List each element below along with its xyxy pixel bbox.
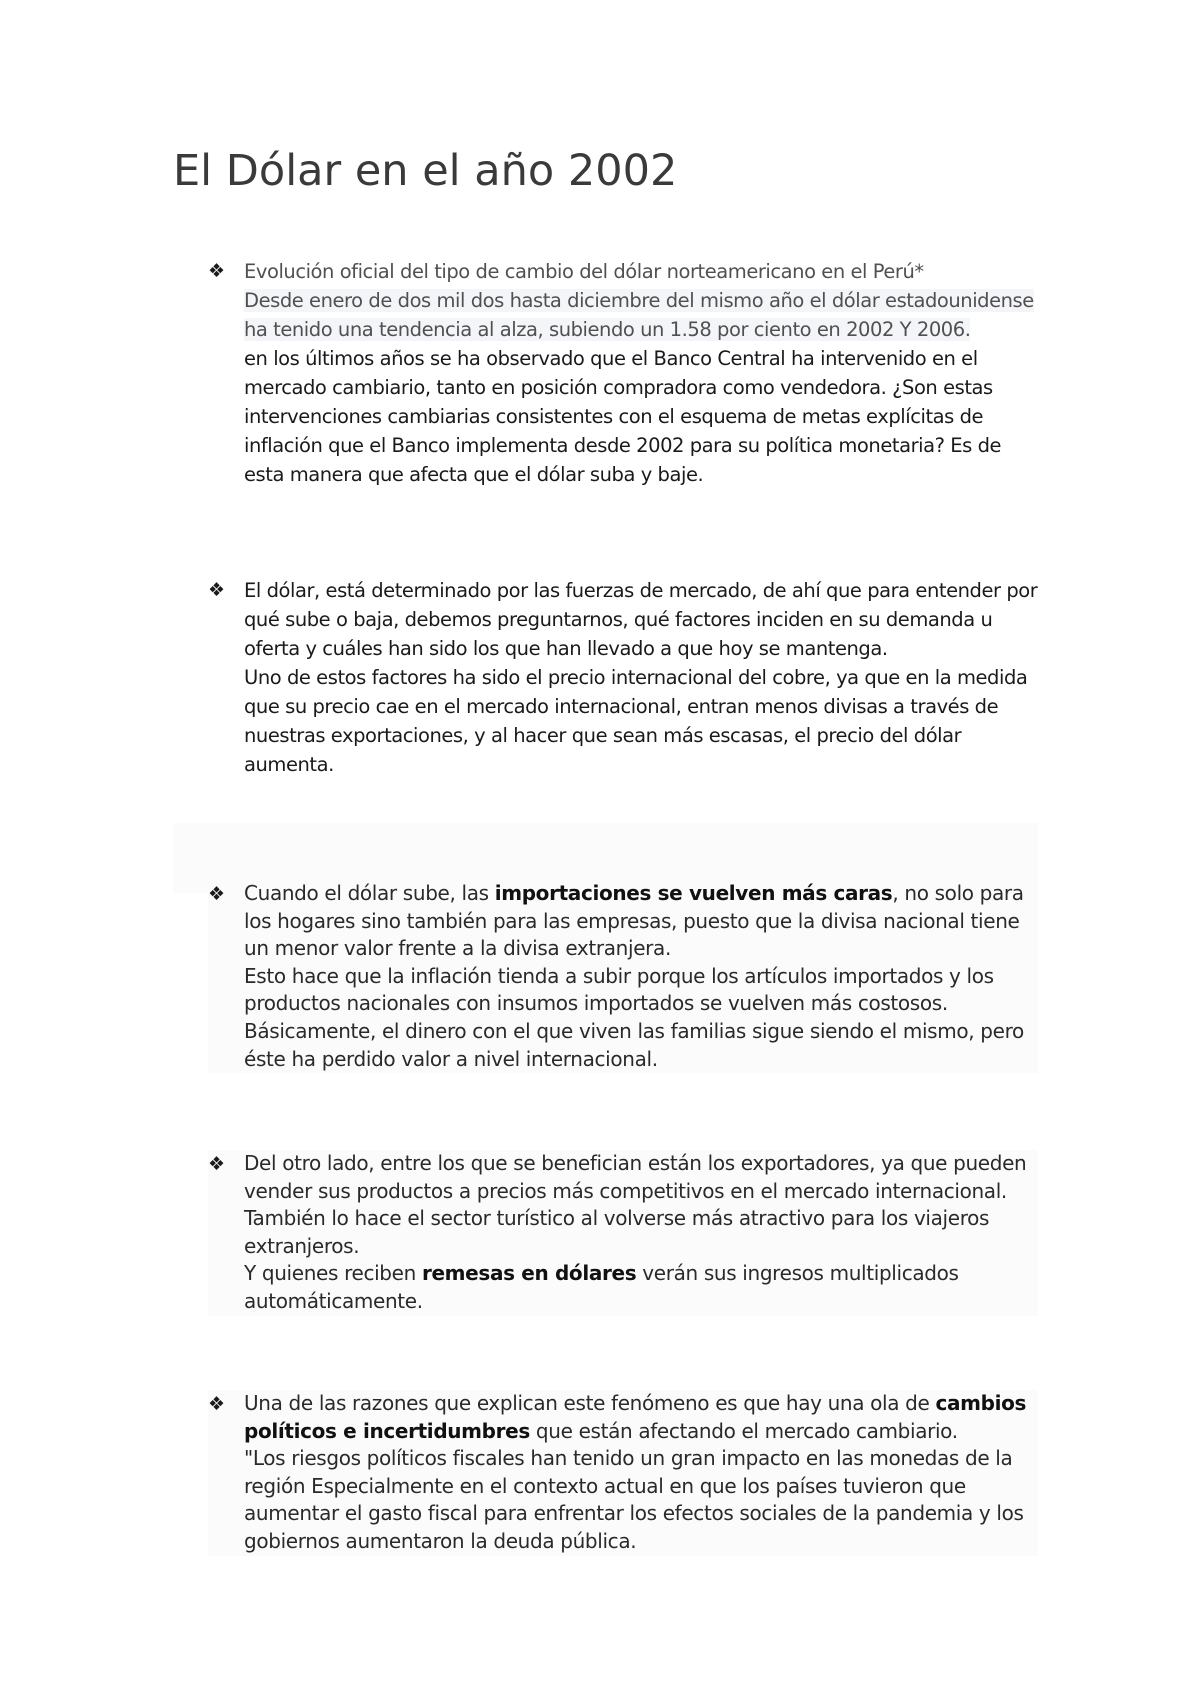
section-heading-line: Evolución oficial del tipo de cambio del dólar norteamericano en el Perú* (244, 260, 924, 283)
body-paragraph: Uno de estos factores ha sido el precio internacional del cobre, ya que en la medida que su precio cae en el mercado internacional, entran menos divisas a través de nuestras exportaciones, y al hacer que sean más escasas, el precio del dólar aumenta. (244, 666, 1028, 776)
body-paragraph: Básicamente, el dinero con el que viven las familias sigue siendo el mismo, pero éste ha perdido valor a nivel internacional. (244, 1018, 1024, 1071)
diamond-bullet-icon: ❖ (208, 883, 226, 905)
bold-phrase: importaciones se vuelven más caras (494, 881, 893, 905)
bold-phrase: cambios políticos e incertidumbres (244, 1391, 1027, 1443)
body-paragraph: Una de las razones que explican este fenómeno es que hay una ola de cambios políticos e incertidumbres que están afectando el mercado cambiario. (244, 1391, 1027, 1443)
diamond-bullet-icon: ❖ (208, 260, 226, 282)
body-paragraph: en los últimos años se ha observado que el Banco Central ha intervenido en el mercado cambiario, tanto en posición compradora como vendedora. ¿Son estas intervenciones cambiarias consistentes con el esquema de metas explícitas de inflación que el Banco implementa desde 2002 para su política monetaria? Es de esta manera que afecta que el dólar suba y baje. (244, 347, 1002, 486)
section-text (244, 880, 1038, 1073)
section-market-forces (208, 576, 1038, 779)
body-paragraph: Y quienes reciben remesas en dólares verán sus ingresos multiplicados automáticamente. (244, 1261, 959, 1313)
bold-phrase: remesas en dólares (421, 1261, 637, 1286)
diamond-bullet-icon: ❖ (208, 1393, 226, 1415)
section-text (244, 1150, 1038, 1316)
section-beneficiaries (208, 1150, 1038, 1316)
diamond-bullet-icon: ❖ (208, 579, 226, 601)
body-paragraph: Cuando el dólar sube, las importaciones se vuelven más caras, no solo para los hogares sino también para las empresas, puesto que la divisa nacional tiene un menor valor frente a la divisa extranjera. (244, 881, 1024, 961)
document-title: El Dólar en el año 2002 (173, 146, 678, 196)
body-paragraph: Esto hace que la inflación tienda a subir porque los artículos importados y los productos nacionales con insumos importados se vuelven más costosos. (244, 963, 994, 1016)
body-paragraph: También lo hace el sector turístico al volverse más atractivo para los viajeros extranjeros. (244, 1206, 990, 1258)
section-imports (208, 880, 1038, 1073)
diamond-bullet-icon: ❖ (208, 1153, 226, 1175)
section-exchange-rate-evolution (208, 257, 1038, 489)
section-text (244, 1390, 1038, 1556)
section-political-changes (208, 1390, 1038, 1556)
section-text (244, 257, 1038, 489)
body-paragraph: Del otro lado, entre los que se benefician están los exportadores, ya que pueden vender sus productos a precios más competitivos en el mercado internacional. (244, 1151, 1027, 1203)
highlighted-paragraph (244, 286, 1038, 344)
body-paragraph: El dólar, está determinado por las fuerzas de mercado, de ahí que para entender por qué sube o baja, debemos preguntarnos, qué factores inciden en su demanda u oferta y cuáles han sido los que han llevado a que hoy se mantenga. (244, 579, 1038, 660)
quote-paragraph: "Los riesgos políticos fiscales han tenido un gran impacto en las monedas de la región Especialmente en el contexto actual en que los países tuvieron que aumentar el gasto fiscal para enfrentar los efectos sociales de la pandemia y los gobiernos aumentaron la deuda pública. (244, 1446, 1024, 1553)
section-text (244, 576, 1038, 779)
highlighted-text: Desde enero de dos mil dos hasta diciembre del mismo año el dólar estadounidense ha tenido una tendencia al alza, subiendo un 1.58 por ciento en 2002 Y 2006. (244, 289, 1034, 341)
